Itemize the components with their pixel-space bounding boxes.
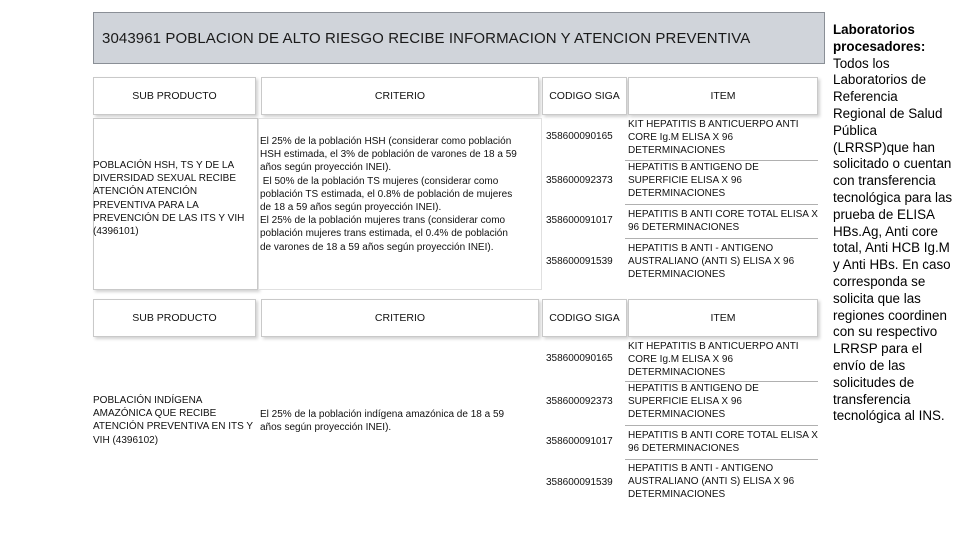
text-line: ATENCIÓN ATENCIÓN — [93, 186, 198, 198]
row-divider — [625, 459, 818, 460]
block1-code-4: 358600091539 — [546, 256, 613, 267]
block1-item-1 — [628, 118, 799, 158]
header-criterio-2 — [261, 299, 539, 337]
block1-code-1: 358600090165 — [546, 131, 613, 142]
block1-item-2 — [628, 161, 759, 201]
header-sub-producto-label: SUB PRODUCTO — [132, 312, 217, 324]
text-line: PREVENCIÓN DE LAS ITS Y VIH — [93, 212, 245, 224]
text-line: DETERMINACIONES — [628, 145, 726, 157]
text-line: (4396101) — [93, 226, 139, 238]
text-line: DIVERSIDAD SEXUAL RECIBE — [93, 173, 237, 185]
side-note-heading: Laboratorios procesadores: — [833, 22, 926, 54]
header-item-2 — [628, 299, 818, 337]
block2-item-1 — [628, 340, 799, 380]
text-line: POBLACIÓN INDÍGENA — [93, 395, 203, 406]
header-criterio-label: CRITERIO — [374, 312, 426, 324]
header-codigo-siga-2 — [542, 299, 627, 337]
text-line: VIH (4396102) — [93, 434, 159, 446]
text-line: El 25% de la población HSH (considerar como población — [260, 136, 512, 147]
block1-code-2: 358600092373 — [546, 175, 613, 186]
text-line: DETERMINACIONES — [628, 367, 726, 379]
row-divider — [625, 204, 818, 205]
text-line: DETERMINACIONES — [628, 409, 726, 421]
block1-item-4 — [628, 242, 794, 282]
block2-criterio — [260, 408, 545, 434]
header-criterio-label: CRITERIO — [374, 90, 426, 102]
text-line: HEPATITIS B ANTIGENO DE — [628, 383, 759, 394]
text-line: 96 DETERMINACIONES — [628, 222, 740, 234]
header-sub-producto-label: SUB PRODUCTO — [132, 90, 217, 102]
page-title: 3043961 POBLACION DE ALTO RIESGO RECIBE INFORMACION Y ATENCION PREVENTIVA — [102, 29, 751, 47]
text-line: El 25% de la población mujeres trans (considerar como — [260, 215, 506, 227]
block1-criterio — [260, 135, 545, 254]
text-line: DETERMINACIONES — [628, 269, 726, 281]
block2-item-2 — [628, 382, 759, 422]
text-line: HEPATITIS B ANTI - ANTIGENO — [628, 243, 774, 254]
text-line: AMAZÓNICA QUE RECIBE — [93, 408, 217, 420]
header-sub-producto-2 — [93, 299, 256, 337]
text-line: población mujeres trans estimada, el 0.4% de población — [260, 228, 508, 240]
text-line: 96 DETERMINACIONES — [628, 443, 740, 455]
text-line: DETERMINACIONES — [628, 188, 726, 200]
block2-sub-producto — [93, 394, 263, 447]
text-line: KIT HEPATITIS B ANTICUERPO ANTI — [628, 119, 799, 130]
text-line: El 50% de la población TS mujeres (considerar como — [260, 175, 499, 187]
header-codigo-siga — [542, 77, 627, 115]
text-line: KIT HEPATITIS B ANTICUERPO ANTI — [628, 341, 799, 352]
row-divider — [625, 238, 818, 239]
text-line: AUSTRALIANO (ANTI S) ELISA X 96 — [628, 476, 795, 488]
header-sub-producto — [93, 77, 256, 115]
text-line: HSH estimada, el 3% de población de varones de 18 a 59 — [260, 149, 517, 161]
block2-code-1: 358600090165 — [546, 353, 613, 364]
block1-item-3 — [628, 208, 818, 234]
row-divider — [625, 425, 818, 426]
text-line: HEPATITIS B ANTI CORE TOTAL ELISA X — [628, 430, 818, 441]
block1-code-3: 358600091017 — [546, 215, 613, 226]
block1-sub-producto — [93, 159, 263, 238]
text-line: de 18 a 59 años según proyección INEI). — [260, 202, 442, 214]
block2-code-2: 358600092373 — [546, 396, 613, 407]
block2-code-3: 358600091017 — [546, 436, 613, 447]
block2-item-3 — [628, 429, 818, 455]
text-line: CORE Ig.M ELISA X 96 — [628, 132, 734, 144]
block2-code-4: 358600091539 — [546, 477, 613, 488]
text-line: de varones de 18 a 59 años según proyección INEI). — [260, 241, 494, 253]
text-line: El 25% de la población indígena amazónica de 18 a 59 — [260, 409, 505, 420]
text-line: población TS estimada, el 0.8% de población de mujeres — [260, 188, 513, 200]
header-item — [628, 77, 818, 115]
text-line: años según proyección INEI). — [260, 422, 392, 434]
header-criterio — [261, 77, 539, 115]
block2-item-4 — [628, 462, 794, 502]
text-line: DETERMINACIONES — [628, 489, 726, 501]
side-note-body: Todos los Laboratorios de Referencia Regional de Salud Pública (LRRSP)que han solicitado o cuentan con transferencia tecnológica para las prueba de ELISA HBs.Ag, Anti core total, Anti HCB Ig.M y Anti HBs. En caso corresponda se solicita que las regiones coordinen con su respectivo LRRSP para el envío de las solicitudes de transferencia tecnológica al INS. — [833, 55, 953, 424]
text-line: PREVENTIVA PARA LA — [93, 199, 199, 211]
text-line: HEPATITIS B ANTI - ANTIGENO — [628, 463, 774, 474]
side-note — [833, 22, 953, 425]
text-line: HEPATITIS B ANTIGENO DE — [628, 162, 759, 173]
header-item-label: ITEM — [710, 90, 736, 102]
text-line: años según proyección INEI). — [260, 162, 392, 174]
text-line: SUPERFICIE ELISA X 96 — [628, 175, 742, 187]
text-line: POBLACIÓN HSH, TS Y DE LA — [93, 160, 235, 171]
page-title-banner — [93, 12, 825, 64]
text-line: ATENCIÓN PREVENTIVA EN ITS Y — [93, 421, 254, 433]
text-line: AUSTRALIANO (ANTI S) ELISA X 96 — [628, 256, 795, 268]
header-codigo-siga-label: CODIGO SIGA — [549, 312, 620, 324]
text-line: HEPATITIS B ANTI CORE TOTAL ELISA X — [628, 209, 818, 220]
text-line: CORE Ig.M ELISA X 96 — [628, 354, 734, 366]
header-item-label: ITEM — [710, 312, 736, 324]
header-codigo-siga-label: CODIGO SIGA — [549, 90, 620, 102]
text-line: SUPERFICIE ELISA X 96 — [628, 396, 742, 408]
